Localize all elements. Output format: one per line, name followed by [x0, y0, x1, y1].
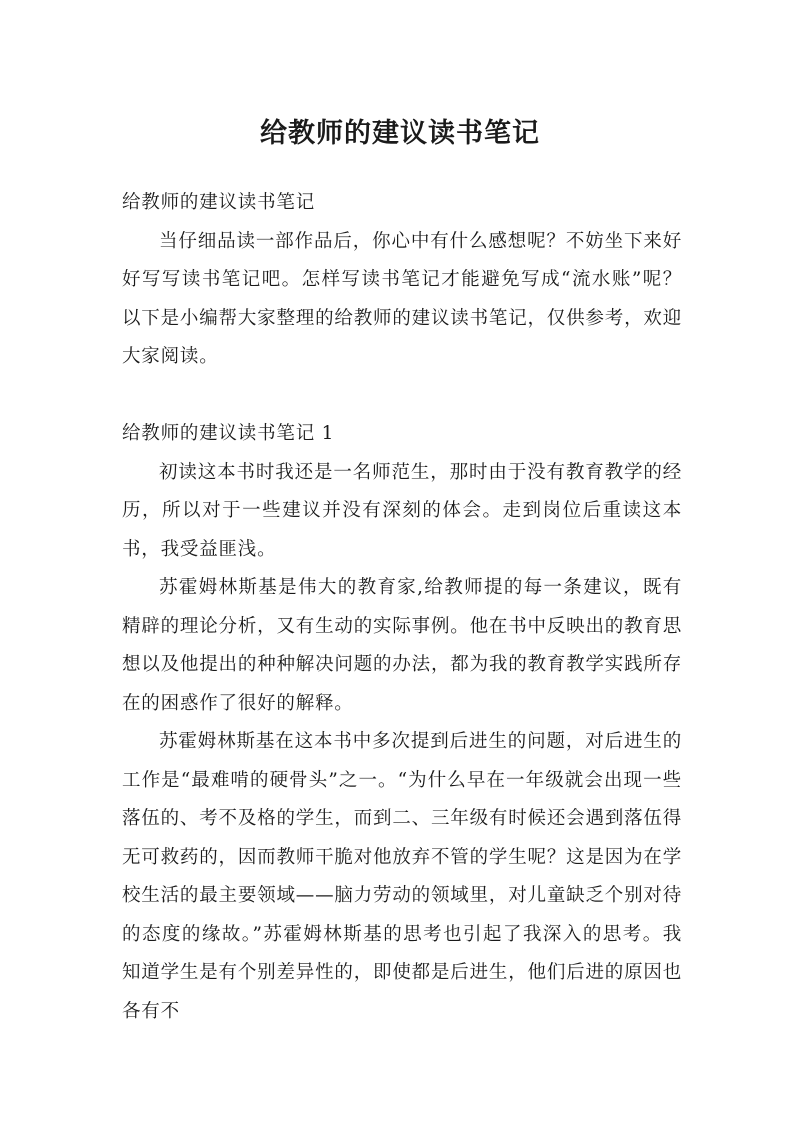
body-paragraph: 苏霍姆林斯基在这本书中多次提到后进生的问题，对后进生的工作是“最难啃的硬骨头”之一。“为什么早在一年级就会出现一些落伍的、考不及格的学生，而到二、三年级有时候还会遇到落伍得无可救药的，因而教师干脆对他放弃不管的学生呢？这是因为在学校生活的最主要领域——脑力劳动的领域里，对儿童缺乏个别对待的态度的缘故。”苏霍姆林斯基的思考也引起了我深入的思考。我知道学生是有个别差异性的，即使都是后进生，他们后进的原因也各有不 — [122, 731, 682, 1022]
document-title: 给教师的建议读书笔记 — [260, 118, 540, 150]
section-spacer — [122, 377, 682, 416]
body-paragraph: 初读这本书时我还是一名师范生，那时由于没有教育教学的经历，所以对于一些建议并没有深刻的体会。走到岗位后重读这本书，我受益匪浅。 — [122, 461, 682, 560]
document-body — [122, 184, 682, 1031]
section-heading: 给教师的建议读书笔记 — [122, 192, 316, 213]
section-heading: 给教师的建议读书笔记 1 — [122, 423, 335, 444]
intro-paragraph: 当仔细品读一部作品后，你心中有什么感想呢？不妨坐下来好好写写读书笔记吧。怎样写读书笔记才能避免写成“流水账”呢？以下是小编帮大家整理的给教师的建议读书笔记，仅供参考，欢迎大家阅读。 — [122, 230, 682, 367]
body-paragraph: 苏霍姆林斯基是伟大的教育家,给教师提的每一条建议，既有精辟的理论分析，又有生动的实际事例。他在书中反映出的教育思想以及他提出的种种解决问题的办法，都为我的教育教学实践所存在的困惑作了很好的解释。 — [122, 577, 682, 714]
